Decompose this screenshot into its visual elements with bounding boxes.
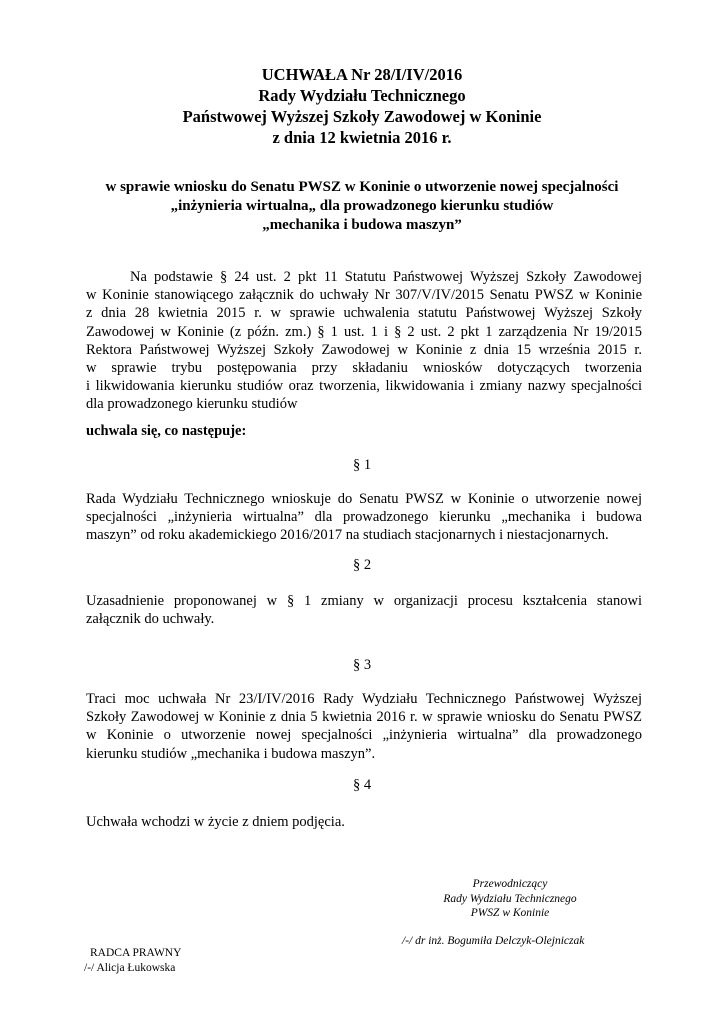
- subject-line: w sprawie wniosku do Senatu PWSZ w Koninie o utworzenie nowej specjalności: [105, 179, 619, 195]
- legal-counsel-block: [84, 946, 181, 976]
- chairperson-signature-block: [420, 877, 600, 921]
- paragraph-line: Rada Wydziału Technicznego wnioskuje do Senatu PWSZ w Koninie o utworzenie nowej: [86, 491, 642, 507]
- signatory-role: Przewodniczący: [472, 878, 548, 890]
- paragraph-line: maszyn” od roku akademickiego 2016/2017 na studiach stacjonarnych i niestacjonarnych.: [86, 527, 609, 544]
- paragraph-line: załącznik do uchwały.: [86, 611, 215, 628]
- paragraph-line: w Koninie stanowiącego załącznik do uchwały Nr 307/V/IV/2015 Senatu PWSZ w Koninie: [86, 287, 642, 304]
- resolution-number: UCHWAŁA Nr 28/I/IV/2016: [261, 65, 463, 84]
- signatory-name: /-/ dr inż. Bogumiła Delczyk-Olejniczak: [402, 935, 585, 947]
- paragraph-line: Na podstawie § 24 ust. 2 pkt 11 Statutu Państwowej Wyższej Szkoły Zawodowej: [130, 269, 642, 285]
- institution-name: Państwowej Wyższej Szkoły Zawodowej w Koninie: [182, 107, 542, 126]
- section-paragraph: [86, 690, 642, 763]
- section-paragraph: [86, 813, 642, 831]
- paragraph-line: i likwidowania kierunku studiów oraz tworzenia, likwidowania i zmiany nazwy specjalności: [86, 378, 642, 395]
- paragraph-line: specjalności „inżynieria wirtualna” dla prowadzonego kierunku „mechanika i budowa: [86, 509, 642, 526]
- resolution-subject: [0, 178, 724, 235]
- subject-line: „inżynieria wirtualna„ dla prowadzonego kierunku studiów: [170, 198, 554, 214]
- paragraph-line: w Koninie o utworzenie nowej specjalności „inżynieria wirtualna” dla prowadzonego: [86, 727, 642, 744]
- section-mark: § 1: [352, 457, 372, 473]
- legal-counsel-name: /-/ Alicja Łukowska: [84, 962, 176, 974]
- paragraph-line: Zawodowej w Koninie (z późn. zm.) § 1 ust. 1 i § 2 ust. 2 pkt 1 zarządzenia Nr 19/2015: [86, 323, 642, 340]
- signatory-institution: PWSZ w Koninie: [470, 907, 550, 919]
- paragraph-line: Rektora Państwowej Wyższej Szkoły Zawodowej w Koninie z dnia 15 września 2015 r.: [86, 341, 642, 358]
- legal-counsel-title: RADCA PRAWNY: [90, 947, 182, 959]
- paragraph-line: Traci moc uchwała Nr 23/I/IV/2016 Rady Wydziału Technicznego Państwowej Wyższej: [86, 691, 642, 707]
- paragraph-line: w sprawie trybu postępowania przy składaniu wniosków dotyczących tworzenia: [86, 360, 642, 377]
- legal-basis-paragraph: [86, 268, 642, 414]
- paragraph-line: Uchwała wchodzi w życie z dniem podjęcia.: [86, 814, 345, 830]
- section-mark: § 3: [352, 657, 372, 673]
- resolve-statement: uchwala się, co następuje:: [86, 423, 247, 439]
- paragraph-line: Uzasadnienie proponowanej w § 1 zmiany w organizacji procesu kształcenia stanowi: [86, 593, 642, 609]
- paragraph-line: z dnia 28 kwietnia 2015 r. w sprawie uchwalenia statutu Państwowej Wyższej Szkoły: [86, 305, 642, 322]
- section-paragraph: [86, 490, 642, 545]
- issuing-body: Rady Wydziału Technicznego: [258, 86, 466, 105]
- paragraph-line: Szkoły Zawodowej w Koninie z dnia 5 kwietnia 2016 r. w sprawie wniosku do Senatu PWSZ: [86, 709, 642, 726]
- subject-line: „mechanika i budowa maszyn”: [262, 217, 462, 233]
- section-mark: § 4: [352, 777, 372, 793]
- section-mark: § 2: [352, 557, 372, 573]
- section-paragraph: [86, 592, 642, 628]
- paragraph-line: dla prowadzonego kierunku studiów: [86, 396, 298, 413]
- resolution-date: z dnia 12 kwietnia 2016 r.: [272, 128, 452, 147]
- resolution-title: [0, 64, 724, 148]
- signatory-body: Rady Wydziału Technicznego: [443, 892, 577, 905]
- paragraph-line: kierunku studiów „mechanika i budowa maszyn”.: [86, 745, 376, 762]
